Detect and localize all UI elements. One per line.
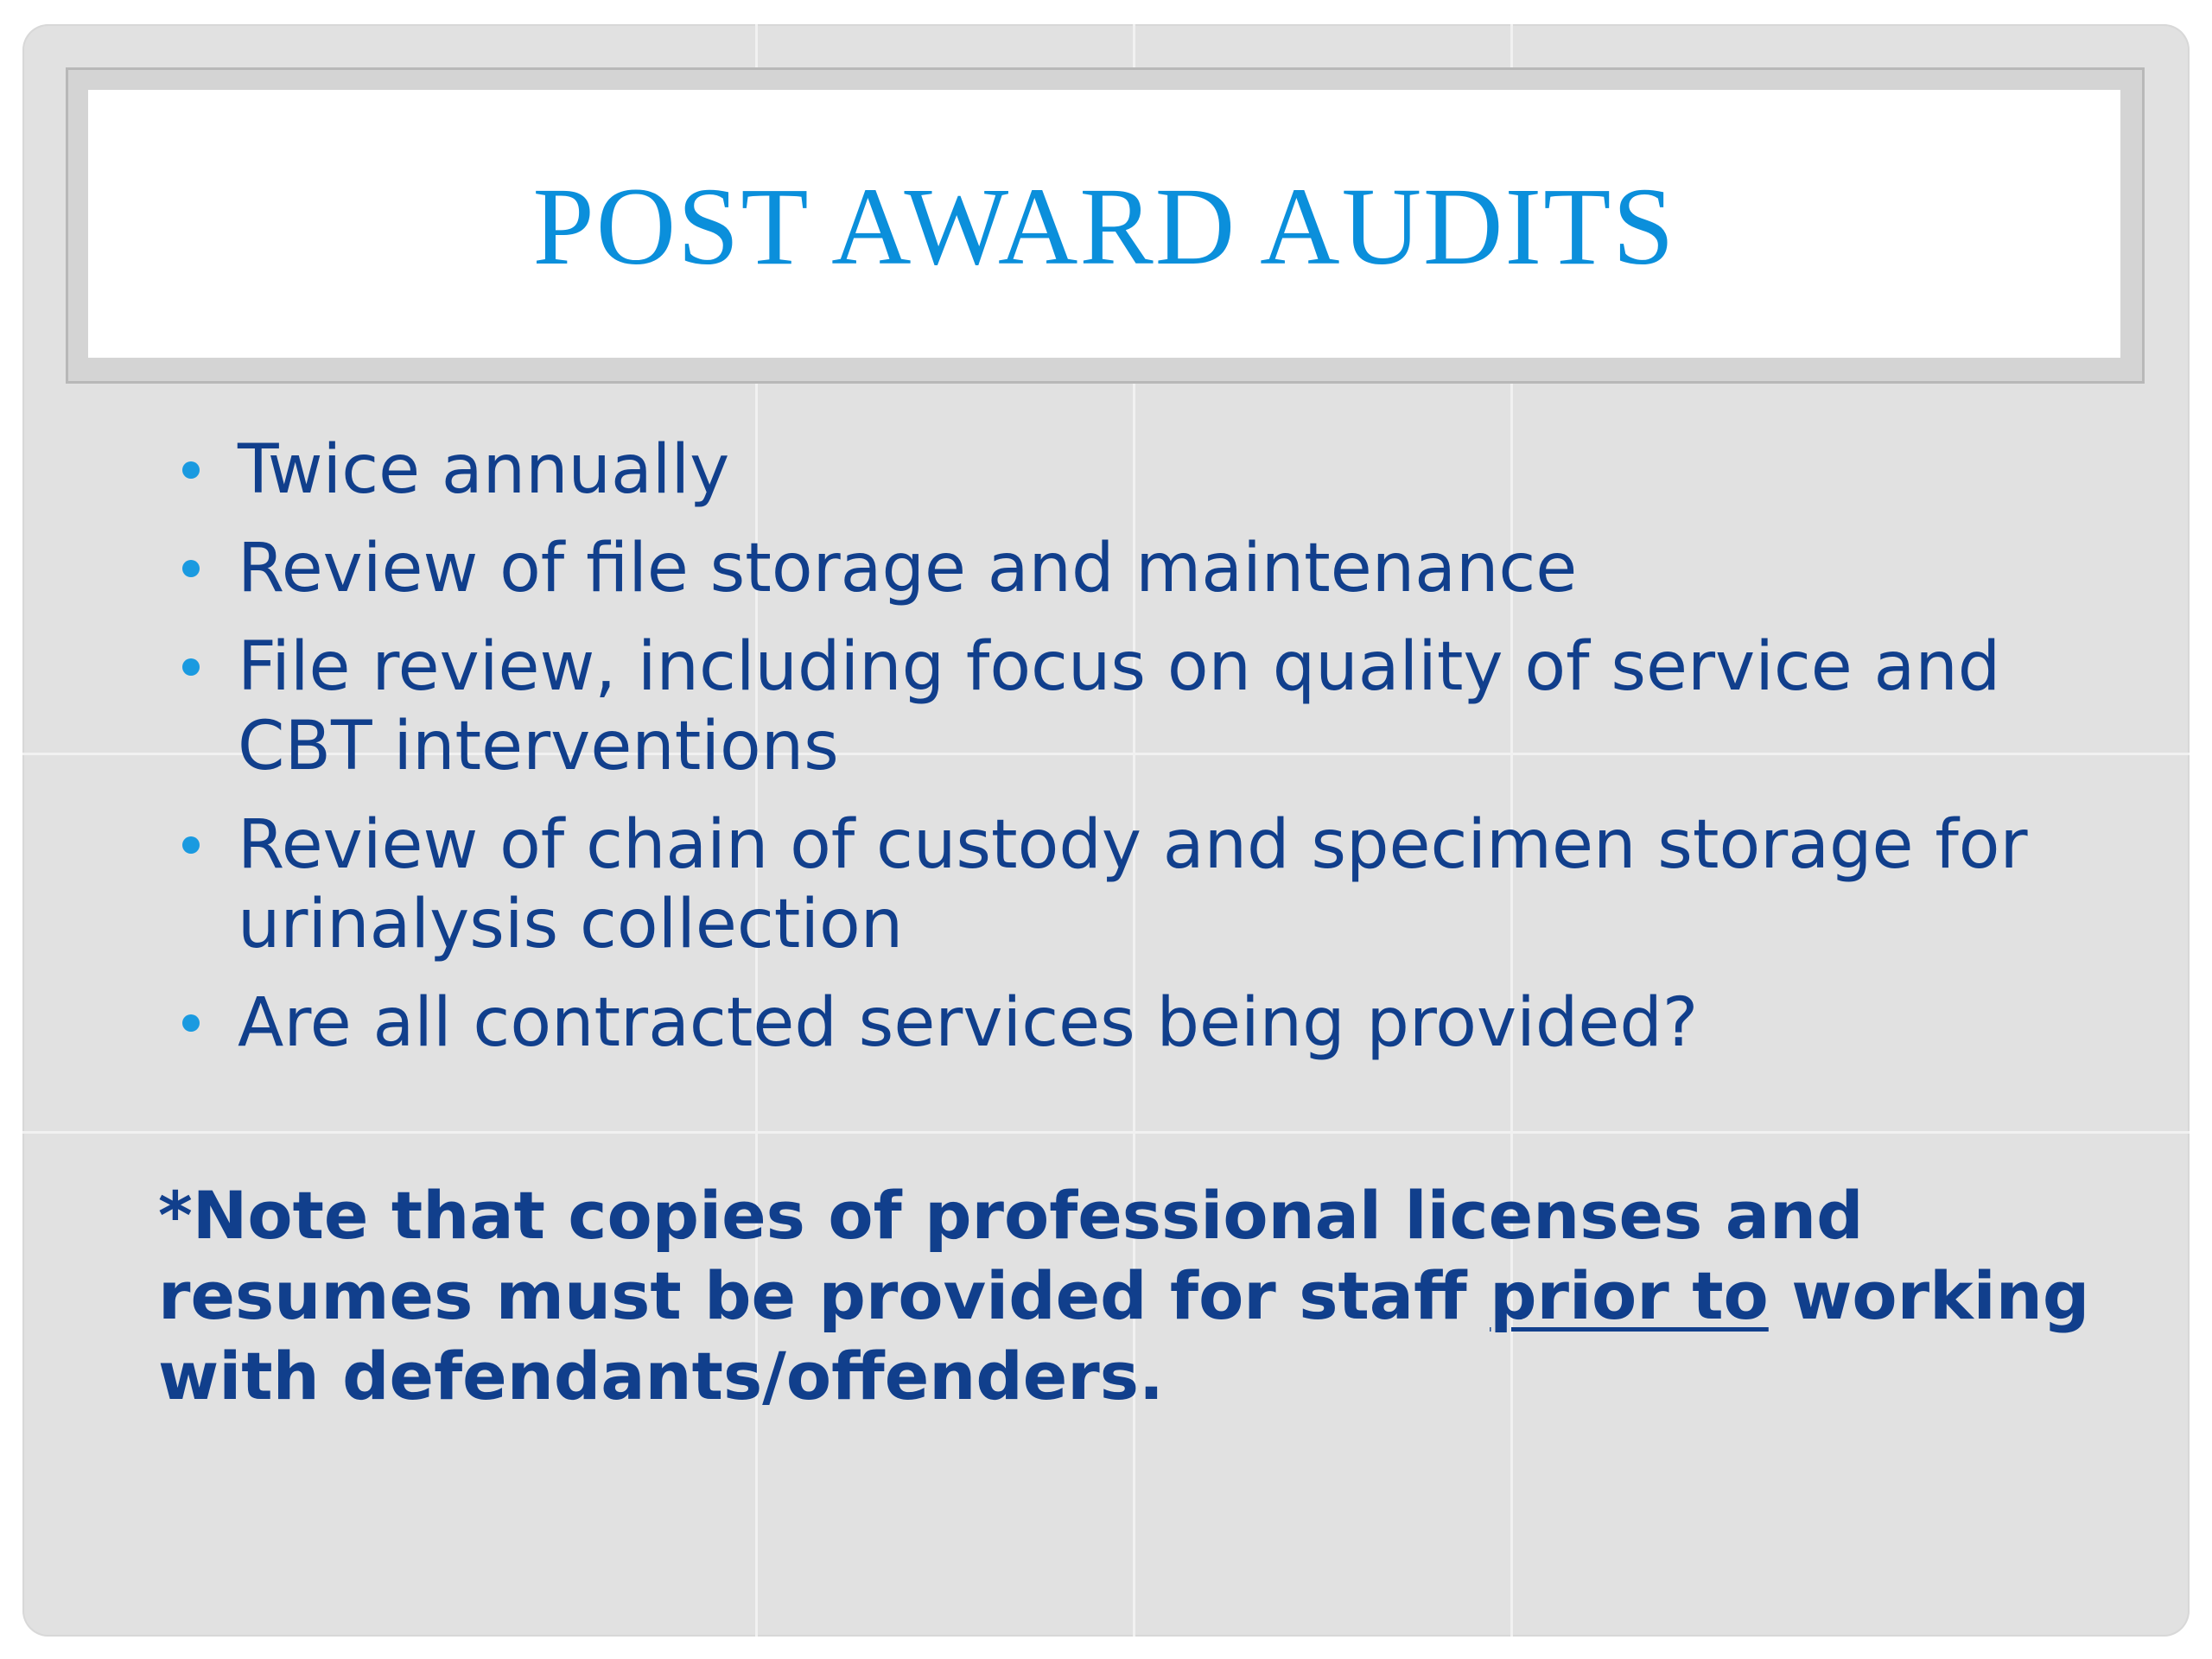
bullet-list [156,430,2109,1082]
bullet-item [156,627,2109,786]
bullet-text: Twice annually [238,431,730,509]
bullet-item [156,983,2109,1063]
bullet-text: Review of chain of custody and specimen storage for urinalysis collection [238,806,2028,963]
bullet-dot-icon [182,658,200,676]
note-underlined-text: prior to [1490,1257,1769,1334]
bullet-item [156,529,2109,608]
note-text-after: working with defendants/offenders. [158,1257,2090,1414]
bullet-text: Review of file storage and maintenance [238,530,1578,607]
bullet-text: Are all contracted services being provided? [238,984,1699,1062]
bullet-dot-icon [182,836,200,854]
title-box [88,90,2120,358]
bullet-item [156,430,2109,510]
bullet-text: File review, including focus on quality of service and CBT interventions [238,628,2001,785]
bullet-dot-icon [182,1014,200,1032]
slide [22,24,2190,1637]
bullet-item [156,805,2109,964]
bullet-dot-icon [182,560,200,577]
note-text-before: *Note that copies of professional licenses and resumes must be provided for staff [158,1177,1864,1334]
grid-line [22,1131,2190,1134]
bullet-dot-icon [182,461,200,479]
slide-title: POST AWARD AUDITS [532,165,1676,288]
note-paragraph [158,1175,2102,1416]
